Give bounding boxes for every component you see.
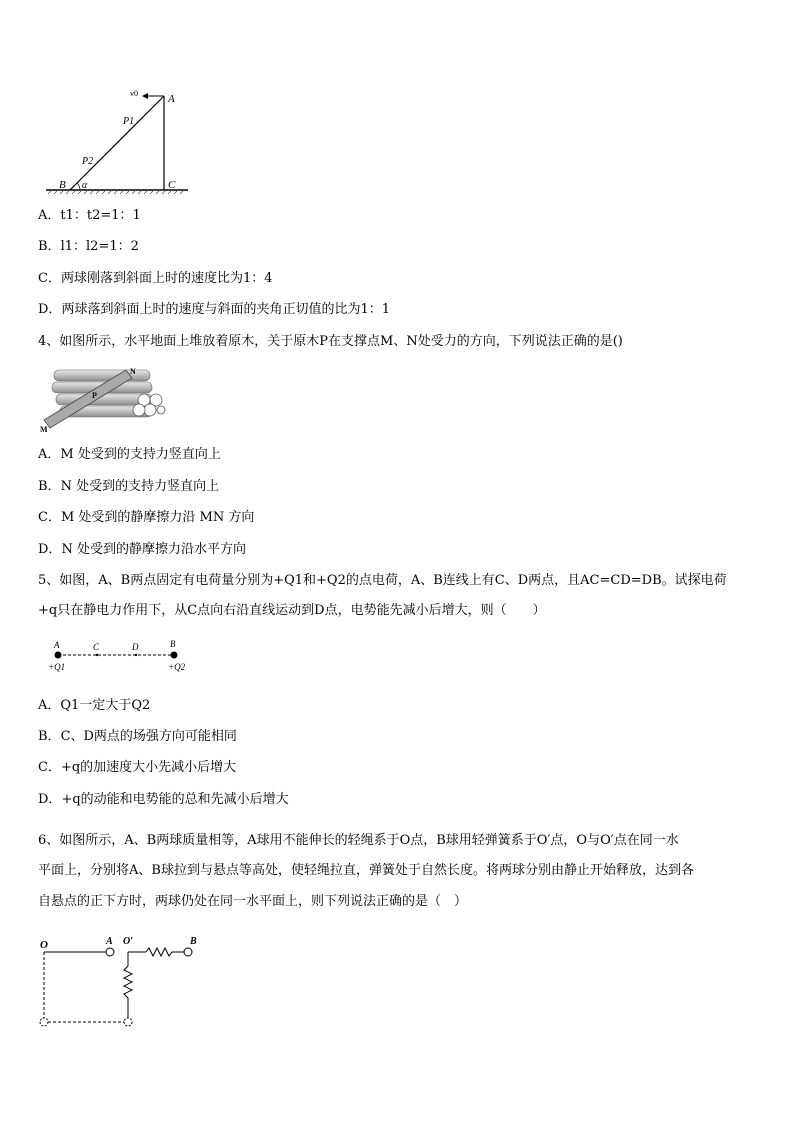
q3-option-d: D．两球落到斜面上时的速度与斜面的夹角正切值的比为1：1 <box>38 302 390 317</box>
label-q2: +Q2 <box>168 662 186 672</box>
label-b: B <box>190 936 197 947</box>
label-b: B <box>59 179 66 191</box>
label-n: N <box>130 367 136 376</box>
q4-stem: 4、如图所示，水平地面上堆放着原木，关于原木P在支撑点M、N处受力的方向，下列说法正确的是() <box>38 334 623 349</box>
q5-option-d: D．+q的动能和电势能的总和先减小后增大 <box>38 792 289 807</box>
label-c: C <box>168 179 176 191</box>
q6-stem-line1: 6、如图所示，A、B两球质量相等，A球用不能伸长的轻绳系于O点，B球用轻弹簧系于O′点，O与O′点在同一水 <box>38 833 679 848</box>
q5-stem-line2: +q只在静电力作用下，从C点向右沿直线运动到D点，电势能先减小后增大，则（ ） <box>38 603 546 618</box>
label-c: C <box>93 642 100 652</box>
label-p: P <box>92 391 97 400</box>
arrow-head-icon <box>142 93 148 99</box>
spring-vertical <box>124 966 132 1018</box>
point-d-dot <box>135 654 137 656</box>
spring-horizontal <box>146 948 184 956</box>
label-d: D <box>132 642 139 652</box>
point-c-dot <box>96 654 98 656</box>
q5-option-c: C．+q的加速度大小先减小后增大 <box>38 760 237 775</box>
incline-line <box>70 96 164 190</box>
q5-option-a: A．Q1一定大于Q2 <box>38 698 151 713</box>
label-a: A <box>168 93 175 105</box>
label-b: B <box>170 639 176 649</box>
q6-stem-line3: 自悬点的正下方时，两球仍处在同一水平面上，则下列说法正确的是（ ） <box>38 894 468 909</box>
q4-option-d: D．N 处受到的静摩擦力沿水平方向 <box>38 542 246 557</box>
incline-figure <box>44 86 194 198</box>
q3-option-c: C．两球刚落到斜面上时的速度比为1：4 <box>38 271 273 286</box>
q3-option-b: B．l1：l2=1：2 <box>38 239 139 254</box>
label-o-prime: O′ <box>123 936 134 947</box>
pendulum-spring-figure <box>36 934 212 1030</box>
label-m: M <box>40 425 48 434</box>
label-a: A <box>106 936 113 947</box>
q5-option-b: B．C、D两点的场强方向可能相同 <box>38 729 237 744</box>
q4-option-c: C．M 处受到的静摩擦力沿 MN 方向 <box>38 510 255 525</box>
angle-arc <box>77 183 80 190</box>
charge-b-dot <box>171 652 178 659</box>
q6-stem-line2: 平面上，分别将A、B球拉到与悬点等高处，使轻绳拉直，弹簧处于自然长度。将两球分别由静止开始释放，达到各 <box>38 863 694 878</box>
logs-figure <box>40 362 166 434</box>
label-p2: P2 <box>82 156 94 167</box>
charge-a-dot <box>55 652 62 659</box>
ball-b <box>184 948 192 956</box>
q5-stem-line1: 5、如图，A、B两点固定有电荷量分别为+Q1和+Q2的点电荷，A、B连线上有C、D两点，且AC=CD=DB。试探电荷 <box>38 573 727 588</box>
q4-option-a: A．M 处受到的支持力竖直向上 <box>38 447 221 462</box>
q4-option-b: B．N 处受到的支持力竖直向上 <box>38 479 220 494</box>
label-q1: +Q1 <box>48 662 66 672</box>
label-a: A <box>54 640 60 650</box>
q3-option-a: A．t1：t2=1：1 <box>38 208 141 223</box>
charges-figure <box>48 638 198 676</box>
ball-a-lower <box>40 1018 48 1026</box>
label-alpha: α <box>82 180 88 191</box>
ball-b-lower <box>124 1018 132 1026</box>
label-p1: P1 <box>123 116 135 127</box>
label-o: O <box>40 939 48 951</box>
label-v0: v0 <box>130 89 138 98</box>
ball-a <box>106 948 114 956</box>
